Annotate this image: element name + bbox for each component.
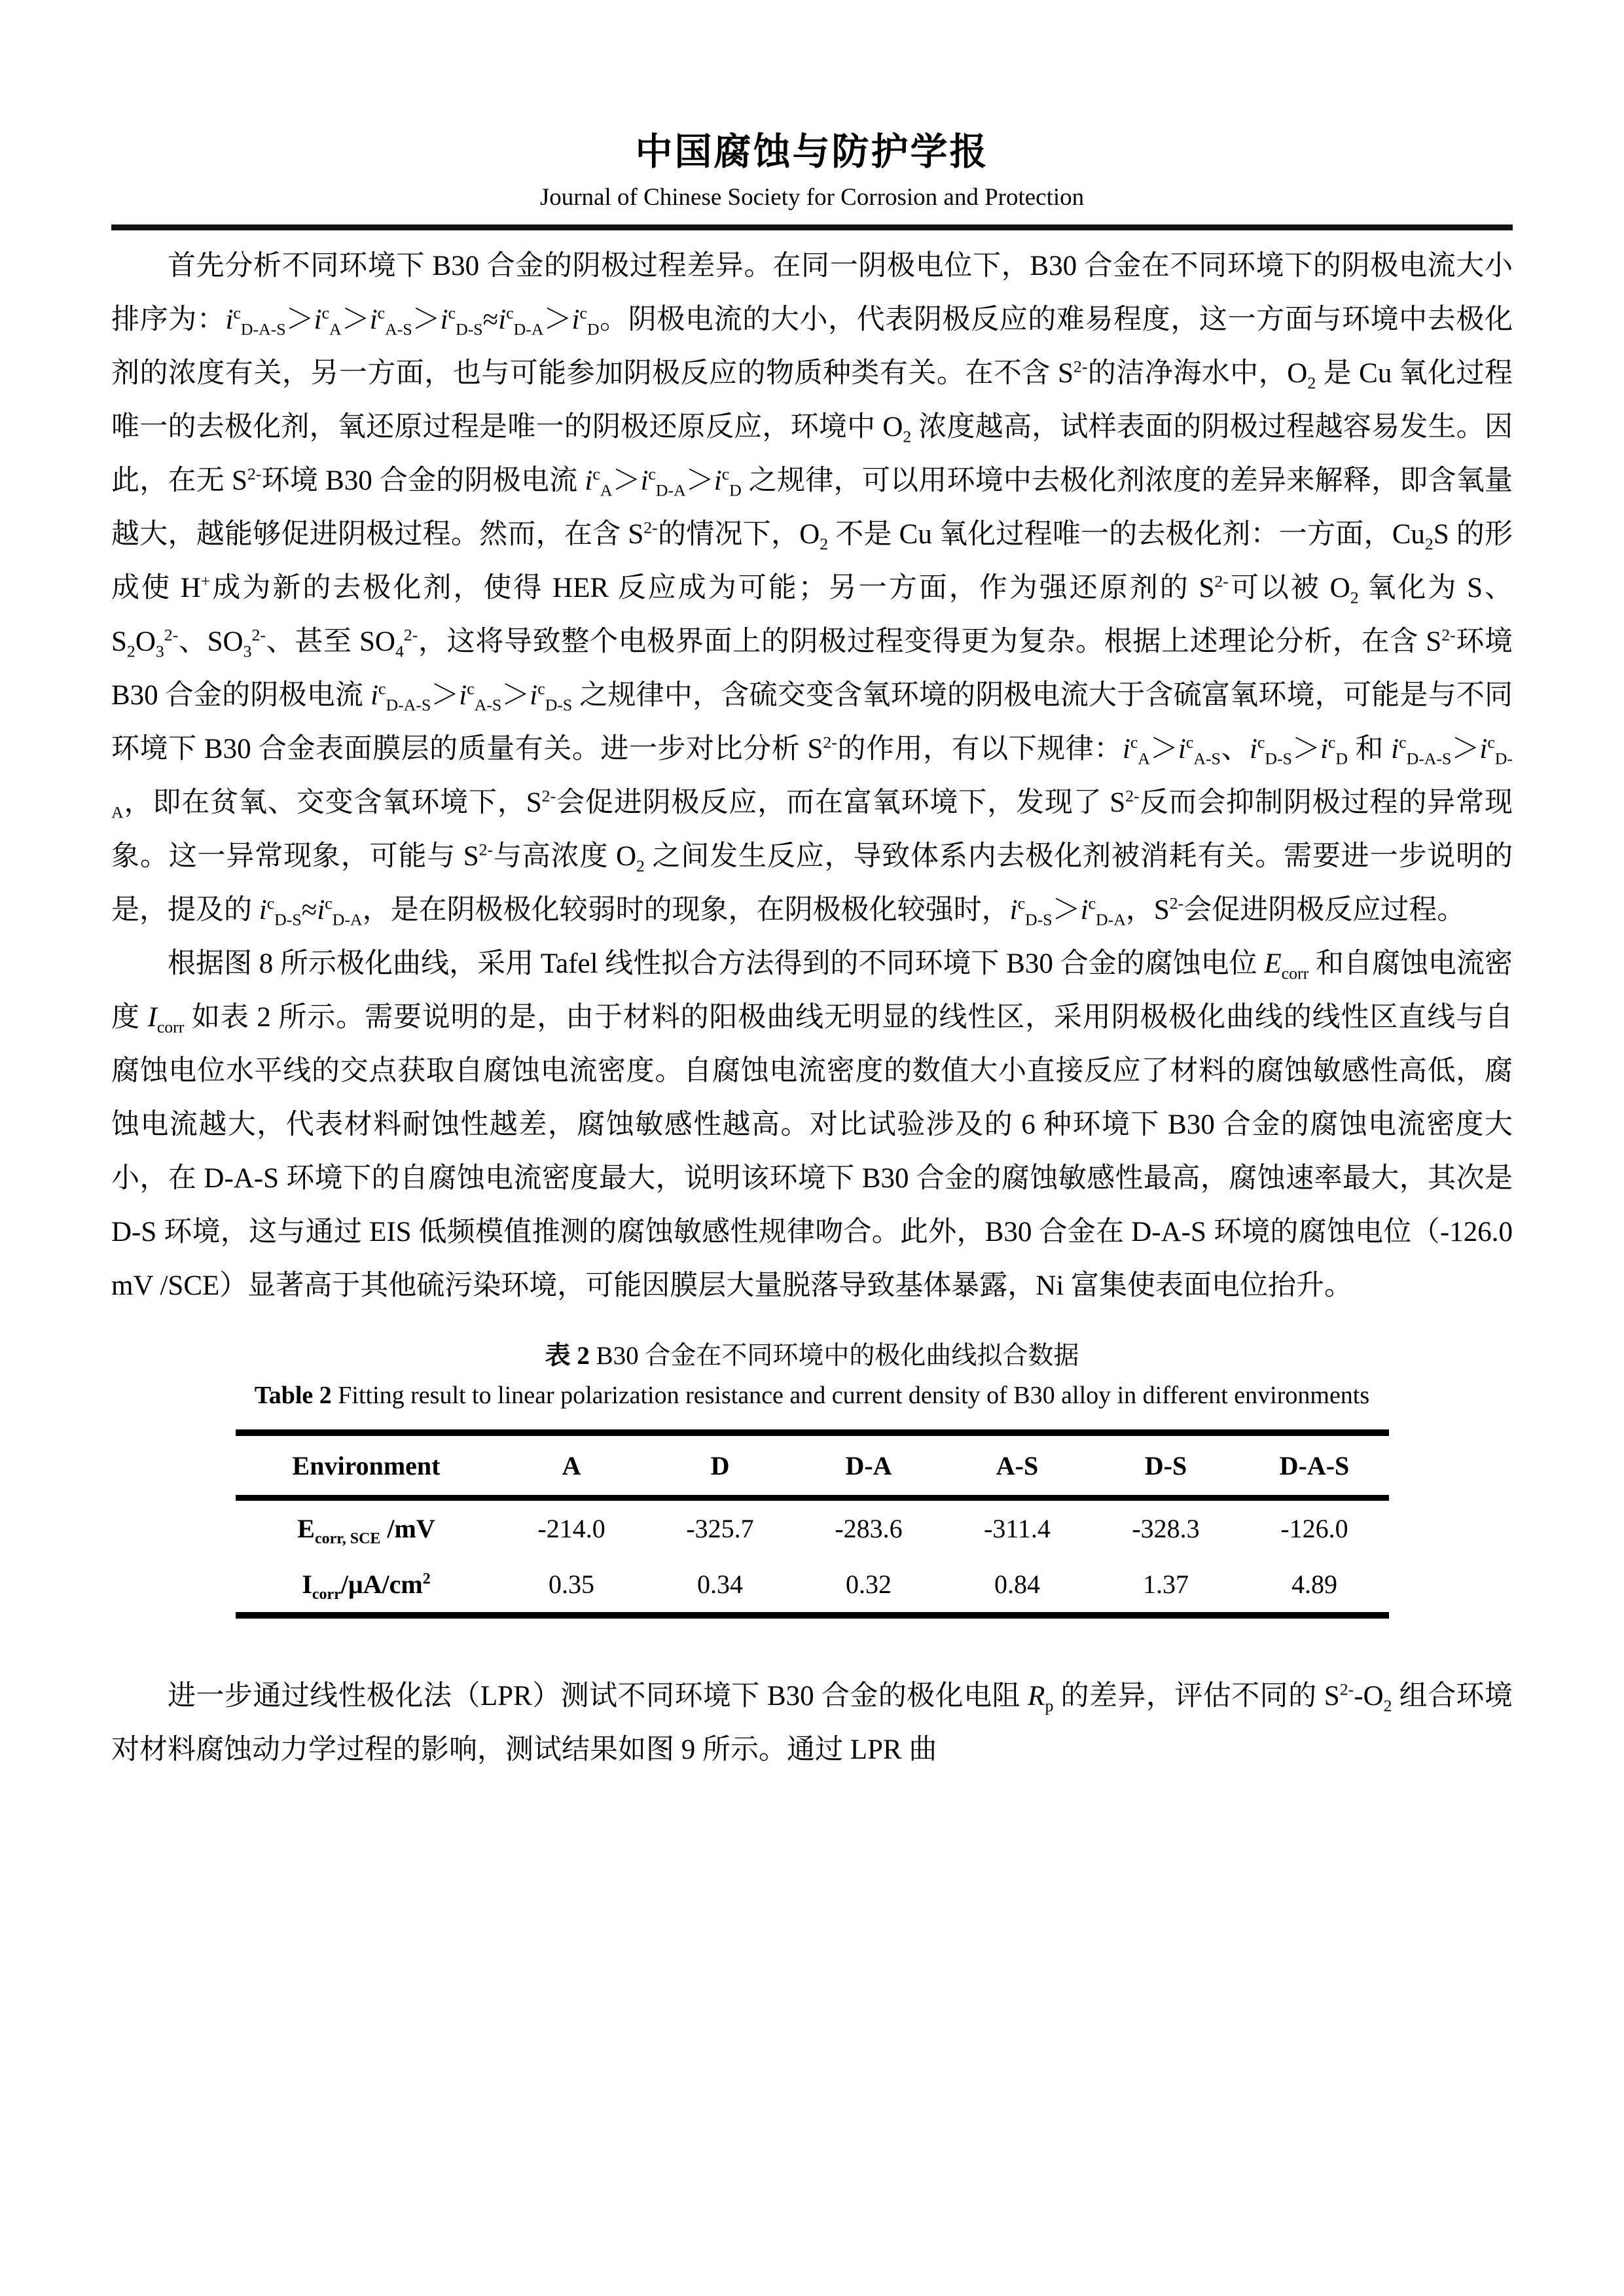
article-body xyxy=(111,240,1513,1777)
table-caption-zh-label: 表 2 xyxy=(545,1342,590,1370)
ecorr-value-a: -214.0 xyxy=(537,1514,605,1543)
col-header-d-a: D-A xyxy=(845,1450,892,1480)
col-header-a-s: A-S xyxy=(996,1450,1039,1480)
table-header-row xyxy=(236,1433,1389,1498)
icorr-value-d-a: 0.32 xyxy=(846,1570,892,1599)
col-header-a: A xyxy=(562,1450,581,1480)
icorr-value-a-s: 0.84 xyxy=(994,1570,1040,1599)
ecorr-value-a-s: -311.4 xyxy=(984,1514,1051,1543)
header-rule xyxy=(111,224,1513,230)
ecorr-value-d-s: -328.3 xyxy=(1132,1514,1200,1543)
page-header xyxy=(111,0,1513,230)
polarization-results-table xyxy=(236,1429,1389,1619)
icorr-value-d-a-s: 4.89 xyxy=(1291,1570,1337,1599)
col-header-d-s: D-S xyxy=(1144,1450,1187,1480)
paragraph-cathodic-analysis: 首先分析不同环境下 B30 合金的阴极过程差异。在同一阴极电位下，B30 合金在不同环境下的阴极电流大小排序为：$i^c_{D-A-S}>i^c_A>i^c_{A-S}>i^c_{D-S}\approx i^c_{D-A}>i^c_D$。阴极电流的大小，代表阴极反应的难易程度，这一方面与环境中去极化剂的浓度有关，另一方面，也与可能参加阴极反应的物质种类有关。在不含 $S^{2-}$的洁净海水中，$O_2$ 是 Cu 氧化过程唯一的去极化剂，氧还原过程是唯一的阴极还原反应，环境中 $O_2$ 浓度越高，试样表面的阴极过程越容易发生。因此，在无 $S^{2-}$环境 B30 合金的阴极电流 $i^c_A>i^c_{D-A}>i^c_D$ 之规律，可以用环境中去极化剂浓度的差异来解释，即含氧量越大，越能够促进阴极过程。然而，在含 $S^{2-}$的情况下，$O_2$ 不是 Cu 氧化过程唯一的去极化剂：一方面，$Cu_2S$ 的形成使 H+成为新的去极化剂，使得 HER 反应成为可能；另一方面，作为强还原剂的 $S^{2-}$可以被 $O_2$ 氧化为 S、$S_2O_3^{2-}$、$SO_3^{2-}$、甚至 $SO_4^{2-}$，这将导致整个电极界面上的阴极过程变得更为复杂。根据上述理论分析，在含 $S^{2-}$环境 B30 合金的阴极电流 $i^c_{D-A-S}>i^c_{A-S}>i^c_{D-S}$ 之规律中，含硫交变含氧环境的阴极电流大于含硫富氧环境，可能是与不同环境下 B30 合金表面膜层的质量有关。进一步对比分析 $S^{2-}$的作用，有以下规律：$i^c_A>i^c_{A-S}$、$i^c_{D-S}>i^c_D$ 和 $i^c_{D-A-S}>i^c_{D-A}$，即在贫氧、交变含氧环境下，$S^{2-}$会促进阴极反应，而在富氧环境下，发现了 $S^{2-}$反而会抑制阴极过程的异常现象。这一异常现象，可能与 $S^{2-}$与高浓度 $O_2$ 之间发生反应，导致体系内去极化剂被消耗有关。需要进一步说明的是，提及的 $i^c_{D-S}\approx i^c_{D-A}$，是在阴极极化较弱时的现象，在阴极极化较强时，$i^c_{D-S}>i^c_{D-A}$，$S^{2-}$会促进阴极反应过程。 xyxy=(111,251,1513,929)
table-caption-en xyxy=(111,1381,1513,1410)
icorr-value-a: 0.35 xyxy=(549,1570,595,1599)
row-label-ecorr: $E_{corr, SCE}$ /mV xyxy=(297,1514,435,1547)
icorr-value-d: 0.34 xyxy=(697,1570,744,1599)
journal-title-zh: 中国腐蚀与防护学报 xyxy=(635,132,989,173)
table-caption-en-label: Table 2 xyxy=(254,1382,332,1409)
col-header-d-a-s: D-A-S xyxy=(1279,1450,1350,1480)
col-header-d: D xyxy=(710,1450,730,1480)
table-row-icorr xyxy=(236,1556,1389,1615)
ecorr-value-d: -325.7 xyxy=(686,1514,754,1543)
table-caption-en-text: Fitting result to linear polarization resistance and current density of B30 alloy in different environments xyxy=(331,1382,1370,1409)
table-row-ecorr xyxy=(236,1498,1389,1557)
table-caption-zh-text: B30 合金在不同环境中的极化曲线拟合数据 xyxy=(589,1342,1079,1370)
table-caption-zh xyxy=(111,1335,1513,1372)
icorr-value-d-s: 1.37 xyxy=(1142,1570,1189,1599)
ecorr-value-d-a-s: -126.0 xyxy=(1280,1514,1348,1543)
col-header-environment: Environment xyxy=(292,1450,441,1480)
paragraph-tafel-fitting: 根据图 8 所示极化曲线，采用 Tafel 线性拟合方法得到的不同环境下 B30 合金的腐蚀电位 $E_{corr}$ 和自腐蚀电流密度 $I_{corr}$ 如表 2 所示。需要说明的是，由于材料的阳极曲线无明显的线性区，采用阴极极化曲线的线性区直线与自腐蚀电位水平线的交点获取自腐蚀电流密度。自腐蚀电流密度的数值大小直接反应了材料的腐蚀敏感性高低，腐蚀电流越大，代表材料耐蚀性越差，腐蚀敏感性越高。对比试验涉及的 6 种环境下 B30 合金的腐蚀电流密度大小，在 D-A-S 环境下的自腐蚀电流密度最大，说明该环境下 B30 合金的腐蚀敏感性最高，腐蚀速率最大，其次是 D-S 环境，这与通过 EIS 低频模值推测的腐蚀敏感性规律吻合。此外，B30 合金在 D-A-S 环境的腐蚀电位（-126.0 mV /SCE）显著高于其他硫污染环境，可能因膜层大量脱落导致基体暴露，Ni 富集使表面电位抬升。 xyxy=(111,948,1513,1301)
paragraph-lpr-test: 进一步通过线性极化法（LPR）测试不同环境下 B30 合金的极化电阻 $R_p$ 的差异，评估不同的 $S^{2-}-O_2$ 组合环境对材料腐蚀动力学过程的影响，测试结果如图 9 所示。通过 LPR 曲 xyxy=(111,1679,1513,1765)
journal-title-en: Journal of Chinese Society for Corrosion and Protection xyxy=(539,184,1085,211)
ecorr-value-d-a: -283.6 xyxy=(835,1514,903,1543)
row-label-icorr: $I_{corr}/\mu A/cm^2$ xyxy=(302,1570,431,1603)
